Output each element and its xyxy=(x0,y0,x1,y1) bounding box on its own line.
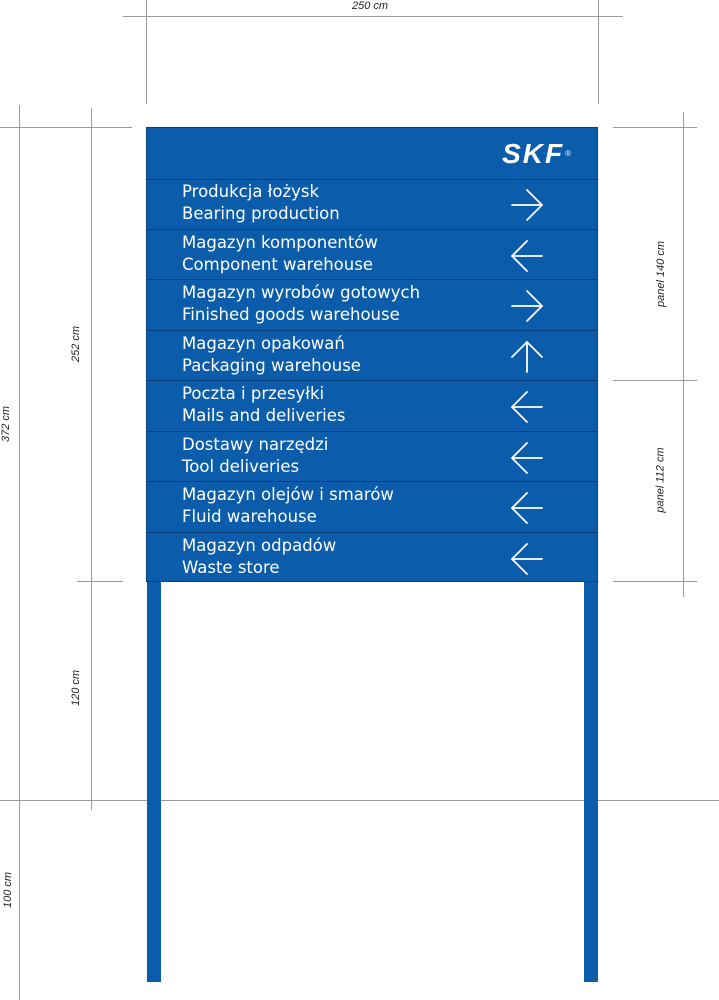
sign-row xyxy=(147,331,597,382)
row-label-polish: Magazyn komponentów xyxy=(182,232,378,252)
sign-row xyxy=(147,432,597,483)
top-dimension-tick-right xyxy=(598,0,599,104)
arrow-left-icon xyxy=(509,541,545,577)
arrow-left-icon xyxy=(509,440,545,476)
panel-top-tick xyxy=(613,127,697,128)
arrow-left-icon xyxy=(509,238,545,274)
panel-top-label: panel 140 cm xyxy=(655,240,668,308)
row-label-english: Bearing production xyxy=(182,204,340,223)
panel-bottom-tick xyxy=(613,581,697,582)
skf-logo: SKF® xyxy=(502,138,571,169)
row-label-polish: Magazyn wyrobów gotowych xyxy=(182,283,421,302)
sign-row xyxy=(147,482,597,533)
left-post xyxy=(147,582,161,982)
sign-row xyxy=(147,179,597,230)
sign-height-line xyxy=(91,108,92,810)
row-label-english: Waste store xyxy=(182,557,280,577)
arrow-left-icon xyxy=(509,490,545,526)
sign-row xyxy=(147,230,597,281)
row-label-english: Fluid warehouse xyxy=(182,507,317,526)
post-height-label: 120 cm xyxy=(70,669,83,707)
arrow-right-icon xyxy=(509,288,545,324)
width-label: 250 cm xyxy=(352,0,389,12)
arrow-left-icon xyxy=(509,389,545,425)
row-label-polish: Magazyn opakowań xyxy=(182,333,345,353)
arrow-right-icon xyxy=(509,187,545,223)
total-height-label: 372 cm xyxy=(0,405,13,443)
row-label-polish: Poczta i przesyłki xyxy=(182,384,325,403)
sign-row xyxy=(147,381,597,432)
total-height-line xyxy=(19,105,20,1000)
panel-dimension-line xyxy=(683,112,684,597)
sign-height-label: 252 cm xyxy=(70,325,83,363)
total-height-top-tick xyxy=(0,127,132,128)
row-label-english: Tool deliveries xyxy=(182,456,300,476)
panel-bottom-label: panel 112 cm xyxy=(654,447,667,513)
sign-bottom-tick xyxy=(77,581,123,582)
row-label-english: Packaging warehouse xyxy=(182,355,361,375)
arrow-up-icon xyxy=(509,339,545,375)
top-dimension-tick-left xyxy=(146,0,147,104)
sign-row xyxy=(147,280,597,331)
right-post xyxy=(584,582,598,982)
top-dimension-line xyxy=(123,16,623,17)
underground-label: 100 cm xyxy=(2,871,15,909)
row-label-polish: Dostawy narzędzi xyxy=(182,434,329,454)
sign-header xyxy=(147,128,597,180)
row-label-polish: Magazyn odpadów xyxy=(182,535,337,555)
row-label-english: Component warehouse xyxy=(182,254,373,274)
row-label-polish: Magazyn olejów i smarów xyxy=(182,485,394,504)
panel-middle-tick xyxy=(613,380,697,381)
row-label-english: Finished goods warehouse xyxy=(182,305,400,324)
row-label-polish: Produkcja łożysk xyxy=(182,182,320,201)
sign-row xyxy=(147,533,597,584)
ground-line xyxy=(0,800,719,801)
row-label-english: Mails and deliveries xyxy=(182,406,346,425)
sign-panel xyxy=(146,127,598,582)
